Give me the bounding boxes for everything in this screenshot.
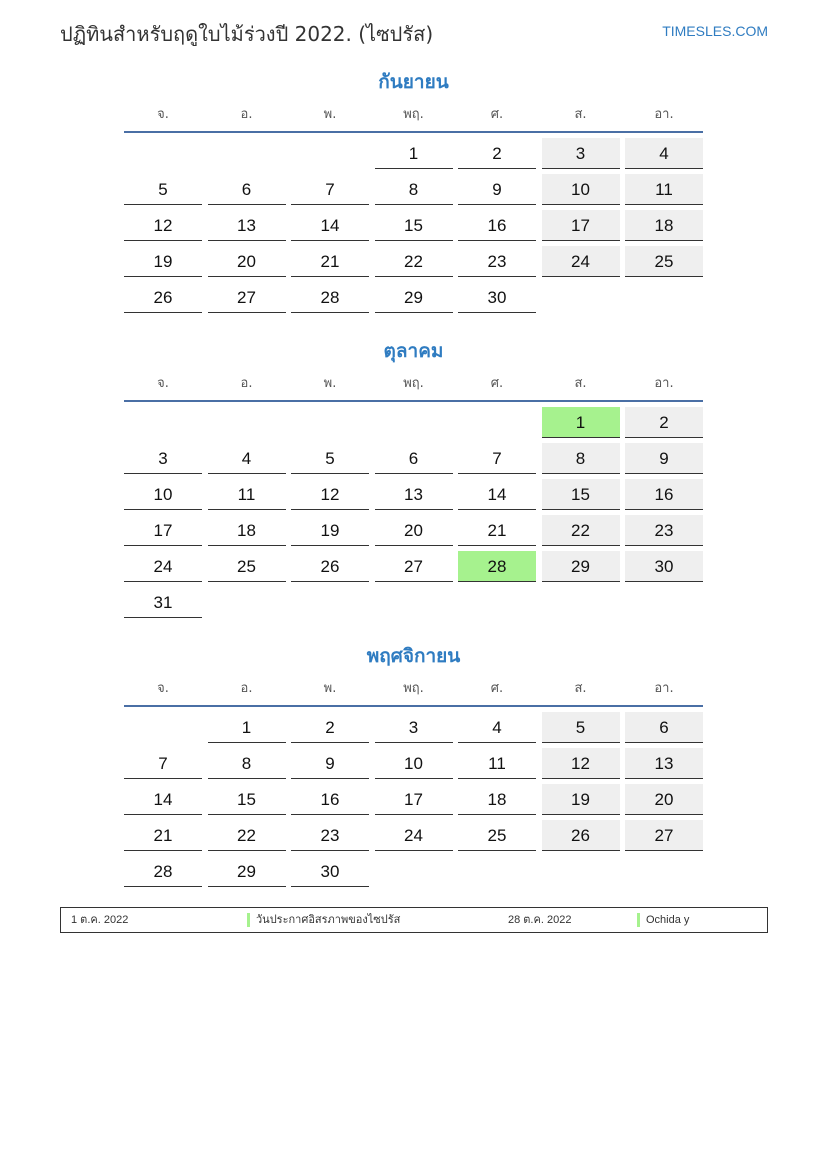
holiday-day-cell: 28 xyxy=(458,551,536,582)
day-cell: 25 xyxy=(208,551,286,582)
day-cell: 6 xyxy=(208,174,286,205)
day-cell: 18 xyxy=(458,784,536,815)
day-cell: 14 xyxy=(291,210,369,241)
empty-day-cell xyxy=(542,856,620,887)
day-cell: 5 xyxy=(124,174,202,205)
day-cell: 20 xyxy=(208,246,286,277)
weekday-label: พฤ. xyxy=(403,107,424,122)
header-rule xyxy=(124,131,703,133)
day-cell: 30 xyxy=(291,856,369,887)
week-row xyxy=(124,443,703,474)
day-cell: 30 xyxy=(625,551,703,582)
day-cell: 27 xyxy=(625,820,703,851)
day-cell: 2 xyxy=(458,138,536,169)
week-row xyxy=(124,515,703,546)
day-cell: 18 xyxy=(208,515,286,546)
week-row xyxy=(124,856,703,887)
month-september xyxy=(124,68,703,318)
empty-day-cell xyxy=(542,282,620,313)
week-row xyxy=(124,479,703,510)
day-cell: 22 xyxy=(208,820,286,851)
day-cell: 24 xyxy=(542,246,620,277)
day-cell: 21 xyxy=(124,820,202,851)
weekday-label: อ. xyxy=(240,107,253,122)
day-cell: 26 xyxy=(291,551,369,582)
day-cell: 7 xyxy=(124,748,202,779)
day-cell: 10 xyxy=(124,479,202,510)
day-cell: 20 xyxy=(625,784,703,815)
day-cell: 7 xyxy=(458,443,536,474)
day-cell: 2 xyxy=(625,407,703,438)
week-row xyxy=(124,282,703,313)
day-cell: 1 xyxy=(208,712,286,743)
weekday-label: อา. xyxy=(654,107,674,122)
day-cell: 23 xyxy=(625,515,703,546)
weekday-label: ศ. xyxy=(490,376,504,391)
weekday-label: จ. xyxy=(157,376,169,391)
day-grid xyxy=(124,407,703,618)
empty-day-cell xyxy=(124,138,202,169)
day-cell: 6 xyxy=(375,443,453,474)
empty-day-cell xyxy=(291,587,369,618)
week-row xyxy=(124,587,703,618)
day-cell: 24 xyxy=(124,551,202,582)
week-row xyxy=(124,784,703,815)
day-cell: 8 xyxy=(375,174,453,205)
holiday-marker xyxy=(637,913,640,927)
day-cell: 19 xyxy=(124,246,202,277)
holiday-legend xyxy=(60,907,768,933)
weekday-label: ส. xyxy=(574,376,587,391)
month-november xyxy=(124,642,703,892)
day-cell: 12 xyxy=(124,210,202,241)
weekday-label: พฤ. xyxy=(403,376,424,391)
day-cell: 11 xyxy=(458,748,536,779)
day-cell: 19 xyxy=(291,515,369,546)
day-cell: 13 xyxy=(208,210,286,241)
legend-holiday-name: Ochida y xyxy=(646,914,690,926)
day-cell: 23 xyxy=(458,246,536,277)
month-october xyxy=(124,337,703,623)
weekday-label: อา. xyxy=(654,681,674,696)
day-cell: 5 xyxy=(542,712,620,743)
empty-day-cell xyxy=(208,407,286,438)
day-cell: 31 xyxy=(124,587,202,618)
weekday-label: อ. xyxy=(240,681,253,696)
month-name: พฤศจิกายน xyxy=(366,645,461,667)
day-cell: 2 xyxy=(291,712,369,743)
week-row xyxy=(124,551,703,582)
legend-holiday-name: วันประกาศอิสรภาพของไซปรัส xyxy=(256,914,401,926)
month-name: ตุลาคม xyxy=(383,340,444,362)
empty-day-cell xyxy=(375,587,453,618)
week-row xyxy=(124,174,703,205)
week-row xyxy=(124,712,703,743)
empty-day-cell xyxy=(458,587,536,618)
empty-day-cell xyxy=(208,587,286,618)
day-cell: 11 xyxy=(208,479,286,510)
day-cell: 17 xyxy=(542,210,620,241)
day-cell: 30 xyxy=(458,282,536,313)
legend-date: 28 ต.ค. 2022 xyxy=(508,914,572,926)
day-cell: 3 xyxy=(375,712,453,743)
header-rule xyxy=(124,400,703,402)
day-cell: 9 xyxy=(625,443,703,474)
day-cell: 4 xyxy=(208,443,286,474)
weekday-label: จ. xyxy=(157,107,169,122)
weekday-label: ส. xyxy=(574,681,587,696)
weekday-label: พ. xyxy=(323,107,337,122)
month-name: กันยายน xyxy=(378,71,449,93)
day-cell: 17 xyxy=(375,784,453,815)
empty-day-cell xyxy=(625,587,703,618)
page-title: ปฏิทินสำหรับฤดูใบไม้ร่วงปี 2022. (ไซปรัส) xyxy=(60,22,434,46)
day-cell: 5 xyxy=(291,443,369,474)
day-cell: 7 xyxy=(291,174,369,205)
day-cell: 22 xyxy=(542,515,620,546)
day-cell: 19 xyxy=(542,784,620,815)
empty-day-cell xyxy=(124,712,202,743)
empty-day-cell xyxy=(375,856,453,887)
weekday-label: ศ. xyxy=(490,681,504,696)
day-cell: 3 xyxy=(542,138,620,169)
empty-day-cell xyxy=(542,587,620,618)
day-cell: 3 xyxy=(124,443,202,474)
day-cell: 18 xyxy=(625,210,703,241)
week-row xyxy=(124,210,703,241)
week-row xyxy=(124,820,703,851)
day-cell: 17 xyxy=(124,515,202,546)
day-cell: 15 xyxy=(542,479,620,510)
day-cell: 29 xyxy=(542,551,620,582)
day-cell: 4 xyxy=(458,712,536,743)
day-cell: 21 xyxy=(458,515,536,546)
day-cell: 25 xyxy=(458,820,536,851)
day-cell: 1 xyxy=(375,138,453,169)
day-cell: 9 xyxy=(291,748,369,779)
empty-day-cell xyxy=(291,138,369,169)
weekday-label: พ. xyxy=(323,376,337,391)
day-cell: 27 xyxy=(208,282,286,313)
day-cell: 29 xyxy=(208,856,286,887)
day-cell: 13 xyxy=(625,748,703,779)
weekday-header xyxy=(124,675,703,703)
site-link[interactable]: TIMESLES.COM xyxy=(662,23,768,39)
day-cell: 26 xyxy=(542,820,620,851)
day-cell: 13 xyxy=(375,479,453,510)
day-cell: 16 xyxy=(625,479,703,510)
empty-day-cell xyxy=(375,407,453,438)
day-cell: 16 xyxy=(458,210,536,241)
weekday-label: ศ. xyxy=(490,107,504,122)
weekday-label: อา. xyxy=(654,376,674,391)
weekday-label: อ. xyxy=(240,376,253,391)
weekday-label: ส. xyxy=(574,107,587,122)
day-cell: 6 xyxy=(625,712,703,743)
empty-day-cell xyxy=(291,407,369,438)
day-cell: 21 xyxy=(291,246,369,277)
holiday-marker xyxy=(247,913,250,927)
day-cell: 14 xyxy=(124,784,202,815)
day-cell: 11 xyxy=(625,174,703,205)
day-cell: 8 xyxy=(542,443,620,474)
week-row xyxy=(124,407,703,438)
day-cell: 8 xyxy=(208,748,286,779)
empty-day-cell xyxy=(625,282,703,313)
week-row xyxy=(124,138,703,169)
day-cell: 4 xyxy=(625,138,703,169)
week-row xyxy=(124,246,703,277)
day-cell: 23 xyxy=(291,820,369,851)
empty-day-cell xyxy=(124,407,202,438)
day-cell: 12 xyxy=(291,479,369,510)
day-cell: 15 xyxy=(208,784,286,815)
week-row xyxy=(124,748,703,779)
weekday-label: พฤ. xyxy=(403,681,424,696)
day-cell: 12 xyxy=(542,748,620,779)
day-cell: 10 xyxy=(375,748,453,779)
day-cell: 24 xyxy=(375,820,453,851)
day-cell: 27 xyxy=(375,551,453,582)
weekday-header xyxy=(124,101,703,129)
empty-day-cell xyxy=(458,856,536,887)
legend-date: 1 ต.ค. 2022 xyxy=(71,914,129,926)
weekday-header xyxy=(124,370,703,398)
weekday-label: พ. xyxy=(323,681,337,696)
day-cell: 28 xyxy=(291,282,369,313)
empty-day-cell xyxy=(625,856,703,887)
weekday-label: จ. xyxy=(157,681,169,696)
day-cell: 22 xyxy=(375,246,453,277)
day-cell: 28 xyxy=(124,856,202,887)
day-cell: 20 xyxy=(375,515,453,546)
day-cell: 15 xyxy=(375,210,453,241)
day-cell: 10 xyxy=(542,174,620,205)
day-grid xyxy=(124,138,703,313)
day-cell: 16 xyxy=(291,784,369,815)
day-cell: 26 xyxy=(124,282,202,313)
day-cell: 9 xyxy=(458,174,536,205)
empty-day-cell xyxy=(208,138,286,169)
day-grid xyxy=(124,712,703,887)
empty-day-cell xyxy=(458,407,536,438)
day-cell: 14 xyxy=(458,479,536,510)
holiday-day-cell: 1 xyxy=(542,407,620,438)
day-cell: 29 xyxy=(375,282,453,313)
day-cell: 25 xyxy=(625,246,703,277)
header-rule xyxy=(124,705,703,707)
